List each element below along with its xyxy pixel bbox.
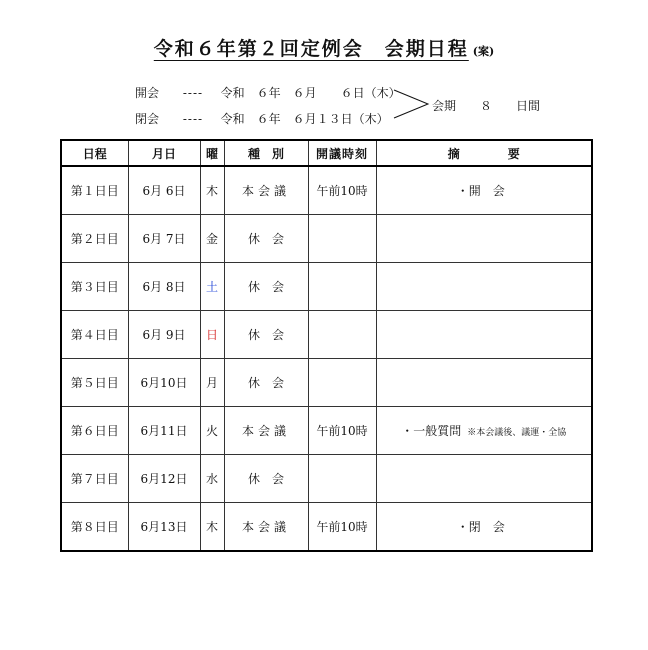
close-dashes: ---- — [182, 112, 204, 126]
cell-time — [308, 311, 376, 359]
header-notes: 摘 要 — [376, 140, 592, 166]
cell-weekday: 木 — [200, 166, 224, 215]
note-text: ・一般質問 — [401, 424, 462, 438]
cell-weekday: 火 — [200, 407, 224, 455]
title-suffix: (案) — [472, 45, 495, 58]
cell-notes — [376, 215, 592, 263]
table-row — [61, 407, 592, 455]
note-subtext: ※本会議後、議運・全協 — [467, 428, 567, 438]
session-length: 会期 ８ 日間 — [432, 99, 541, 113]
cell-type: 本会議 — [224, 407, 308, 455]
cell-type: 休 会 — [224, 359, 308, 407]
cell-day: 第６日目 — [61, 407, 128, 455]
cell-type: 休 会 — [224, 215, 308, 263]
note-text: ・開 会 — [456, 184, 505, 198]
cell-type: 休 会 — [224, 311, 308, 359]
cell-weekday: 日 — [200, 311, 224, 359]
open-date-line — [135, 84, 401, 101]
cell-type: 本会議 — [224, 503, 308, 552]
table-header-row — [61, 140, 592, 166]
table-row — [61, 166, 592, 215]
cell-date: 6月 6日 — [128, 166, 200, 215]
cell-weekday: 金 — [200, 215, 224, 263]
open-label: 開会 — [135, 86, 160, 100]
cell-date: 6月10日 — [128, 359, 200, 407]
cell-time: 午前10時 — [308, 407, 376, 455]
cell-weekday: 水 — [200, 455, 224, 503]
cell-day: 第２日目 — [61, 215, 128, 263]
header-weekday: 曜 — [200, 140, 224, 166]
cell-notes — [376, 263, 592, 311]
title-main: 令和６年第２回定例会 会期日程 — [153, 38, 469, 60]
header-type: 種 別 — [224, 140, 308, 166]
cell-date: 6月12日 — [128, 455, 200, 503]
cell-time — [308, 215, 376, 263]
close-date: 令和 ６年 ６月１３日（木） — [220, 112, 389, 126]
cell-time — [308, 263, 376, 311]
cell-weekday: 土 — [200, 263, 224, 311]
header-time: 開議時刻 — [308, 140, 376, 166]
cell-notes — [376, 166, 592, 215]
cell-day: 第３日目 — [61, 263, 128, 311]
note-text: ・閉 会 — [456, 520, 505, 534]
page-title — [0, 34, 648, 61]
table-row — [61, 359, 592, 407]
cell-type: 休 会 — [224, 263, 308, 311]
cell-notes — [376, 359, 592, 407]
cell-date: 6月11日 — [128, 407, 200, 455]
cell-type: 休 会 — [224, 455, 308, 503]
cell-date: 6月 8日 — [128, 263, 200, 311]
open-dashes: ---- — [182, 86, 204, 100]
cell-day: 第１日目 — [61, 166, 128, 215]
table-row — [61, 503, 592, 552]
cell-time — [308, 359, 376, 407]
table-row — [61, 263, 592, 311]
close-label: 閉会 — [135, 112, 160, 126]
cell-day: 第７日目 — [61, 455, 128, 503]
cell-date: 6月13日 — [128, 503, 200, 552]
close-date-line — [135, 110, 389, 127]
cell-day: 第５日目 — [61, 359, 128, 407]
cell-type: 本会議 — [224, 166, 308, 215]
table-row — [61, 455, 592, 503]
cell-weekday: 木 — [200, 503, 224, 552]
cell-notes — [376, 311, 592, 359]
cell-date: 6月 7日 — [128, 215, 200, 263]
header-date: 月日 — [128, 140, 200, 166]
cell-day: 第４日目 — [61, 311, 128, 359]
open-date: 令和 ６年 ６月 ６日（木） — [220, 86, 401, 100]
table-row — [61, 215, 592, 263]
cell-notes — [376, 407, 592, 455]
cell-day: 第８日目 — [61, 503, 128, 552]
cell-notes — [376, 503, 592, 552]
cell-notes — [376, 455, 592, 503]
schedule-table — [60, 139, 593, 552]
cell-time — [308, 455, 376, 503]
cell-date: 6月 9日 — [128, 311, 200, 359]
bracket-icon — [392, 88, 432, 122]
cell-time: 午前10時 — [308, 503, 376, 552]
table-row — [61, 311, 592, 359]
header-day: 日程 — [61, 140, 128, 166]
cell-time: 午前10時 — [308, 166, 376, 215]
cell-weekday: 月 — [200, 359, 224, 407]
